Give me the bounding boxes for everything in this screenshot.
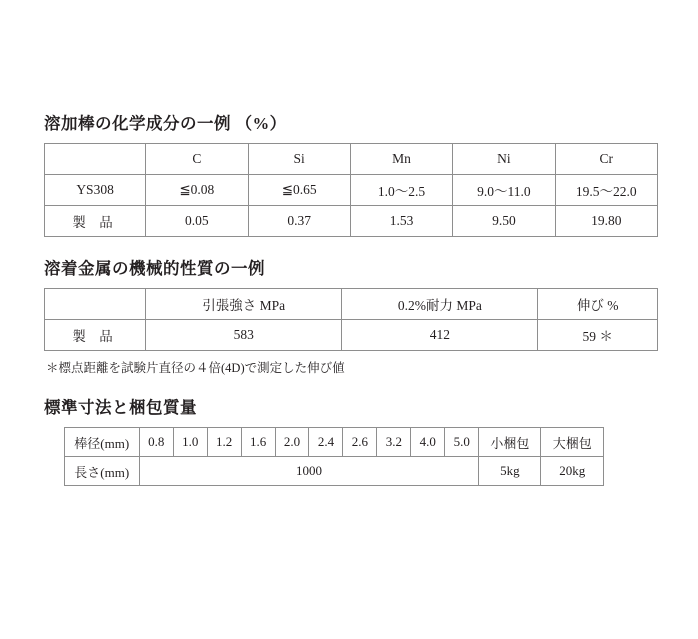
table-row	[45, 320, 658, 351]
cell-diameter-6: 2.6	[343, 428, 377, 457]
row-label-ys308: YS308	[45, 175, 146, 206]
cell-product-cr: 19.80	[555, 206, 657, 237]
cell-small-package-weight: 5kg	[479, 457, 541, 486]
section-title-mechanical: 溶着金属の機械的性質の一例	[44, 259, 265, 278]
section-chemical-composition	[44, 110, 658, 237]
row-label-diameter: 棒径(mm)	[64, 428, 139, 457]
table-row	[45, 206, 658, 237]
column-header-small-package: 小梱包	[479, 428, 541, 457]
section-title-size: 標準寸法と梱包質量	[44, 398, 197, 417]
column-header-ni: Ni	[453, 144, 555, 175]
cell-length-value: 1000	[139, 457, 478, 486]
table-header-row	[45, 289, 658, 320]
cell-ys308-si: ≦0.65	[248, 175, 350, 206]
column-header-large-package: 大梱包	[541, 428, 603, 457]
cell-diameter-7: 3.2	[377, 428, 411, 457]
cell-ys308-mn: 1.0〜2.5	[350, 175, 452, 206]
column-header-mn: Mn	[350, 144, 452, 175]
table-row	[45, 175, 658, 206]
cell-ys308-cr: 19.5〜22.0	[555, 175, 657, 206]
column-header-cr: Cr	[555, 144, 657, 175]
section-mechanical-properties	[44, 255, 658, 376]
cell-ys308-c: ≦0.08	[146, 175, 248, 206]
column-header-elongation: 伸び %	[538, 289, 658, 320]
section-title-chemical: 溶加棒の化学成分の一例 （%）	[44, 114, 287, 133]
cell-proof-stress: 412	[342, 320, 538, 351]
column-header-c: C	[146, 144, 248, 175]
footnote-elongation: ＊標点距離を試験片直径の４倍(4D)で測定した伸び値	[46, 361, 345, 375]
column-header-tensile-strength: 引張強さ MPa	[146, 289, 342, 320]
cell-diameter-1: 1.0	[173, 428, 207, 457]
cell-product-si: 0.37	[248, 206, 350, 237]
cell-elongation: 59 ＊	[538, 320, 658, 351]
row-label-length: 長さ(mm)	[64, 457, 139, 486]
table-header-row	[45, 144, 658, 175]
cell-tensile-strength: 583	[146, 320, 342, 351]
section-standard-size	[44, 394, 658, 486]
cell-product-c: 0.05	[146, 206, 248, 237]
table-standard-size	[64, 427, 604, 486]
cell-diameter-8: 4.0	[411, 428, 445, 457]
cell-product-mn: 1.53	[350, 206, 452, 237]
cell-ys308-ni: 9.0〜11.0	[453, 175, 555, 206]
cell-diameter-5: 2.4	[309, 428, 343, 457]
column-header-proof-stress: 0.2%耐力 MPa	[342, 289, 538, 320]
table-corner-cell	[45, 289, 146, 320]
table-row	[64, 457, 603, 486]
table-mechanical-properties	[44, 288, 658, 351]
row-label-product: 製 品	[45, 320, 146, 351]
cell-diameter-2: 1.2	[207, 428, 241, 457]
table-header-row	[64, 428, 603, 457]
cell-large-package-weight: 20kg	[541, 457, 603, 486]
cell-product-ni: 9.50	[453, 206, 555, 237]
cell-diameter-4: 2.0	[275, 428, 309, 457]
row-label-product: 製 品	[45, 206, 146, 237]
cell-diameter-0: 0.8	[139, 428, 173, 457]
table-corner-cell	[45, 144, 146, 175]
cell-diameter-9: 5.0	[445, 428, 479, 457]
cell-diameter-3: 1.6	[241, 428, 275, 457]
column-header-si: Si	[248, 144, 350, 175]
table-chemical-composition	[44, 143, 658, 237]
